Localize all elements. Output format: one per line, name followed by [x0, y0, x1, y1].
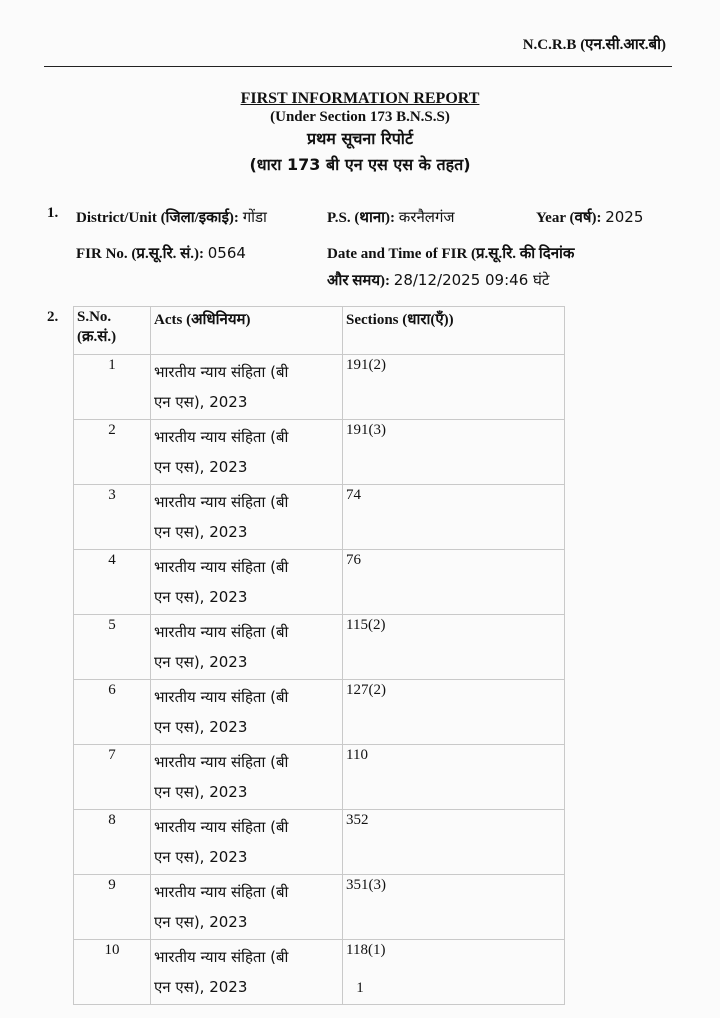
row-act-line2: एन एस), 2023 [154, 913, 248, 931]
page-number: 1 [356, 980, 364, 996]
row-section: 191(3) [343, 420, 565, 485]
section-1-number: 1. [47, 205, 59, 221]
report-subtitle-hindi: (धारा 173 बी एन एस एस के तहत) [249, 155, 471, 174]
table-row [74, 810, 565, 875]
row-act-line1: भारतीय न्याय संहिता (बी [154, 558, 289, 576]
row-section: 352 [343, 810, 565, 875]
title-block [0, 90, 720, 178]
table-body [74, 355, 565, 1005]
fir-value: 0564 [207, 244, 246, 262]
row-act-line2: एन एस), 2023 [154, 393, 248, 411]
table-row [74, 615, 565, 680]
row-section: 351(3) [343, 875, 565, 940]
sno-header-label-hindi: (क्र.सं.) [77, 329, 117, 345]
row-sno: 2 [74, 420, 151, 485]
row-act-line1: भारतीय न्याय संहिता (बी [154, 428, 289, 446]
fir-datetime-field [327, 243, 574, 263]
ps-value: करनैलगंज [398, 208, 455, 226]
datetime-label-line2: और समय): [327, 273, 391, 289]
row-sno: 9 [74, 875, 151, 940]
row-act-line2: एन एस), 2023 [154, 458, 248, 476]
header-divider [44, 66, 672, 67]
row-act-line2: एन एस), 2023 [154, 653, 248, 671]
row-act-line1: भारतीय न्याय संहिता (बी [154, 818, 289, 836]
row-act [151, 355, 343, 420]
row-act [151, 615, 343, 680]
row-act [151, 485, 343, 550]
sno-header-label: S.No. [77, 309, 112, 325]
fir-number-field [76, 243, 246, 263]
row-sno: 1 [74, 355, 151, 420]
datetime-value: 28/12/2025 09:46 घंटे [393, 271, 550, 289]
datetime-label-line1: Date and Time of FIR (प्र.सू.रि. की दिनांक [327, 246, 575, 262]
row-sno: 4 [74, 550, 151, 615]
row-act-line2: एन एस), 2023 [154, 978, 248, 996]
row-section: 74 [343, 485, 565, 550]
row-sno: 3 [74, 485, 151, 550]
year-field [536, 207, 643, 227]
row-section: 118(1) [343, 940, 565, 1005]
table-header-row [74, 307, 565, 355]
report-title-hindi: प्रथम सूचना रिपोर्ट [306, 129, 414, 148]
district-label: District/Unit (जिला/इकाई): [76, 210, 239, 226]
ncrb-header: N.C.R.B (एन.सी.आर.बी) [522, 37, 666, 53]
row-act-line1: भारतीय न्याय संहिता (बी [154, 363, 289, 381]
table-row [74, 420, 565, 485]
ps-label: P.S. (थाना): [327, 210, 396, 226]
row-act-line2: एन एस), 2023 [154, 523, 248, 541]
row-section: 110 [343, 745, 565, 810]
row-section: 115(2) [343, 615, 565, 680]
row-act-line1: भारतीय न्याय संहिता (बी [154, 623, 289, 641]
row-act-line2: एन एस), 2023 [154, 783, 248, 801]
row-act [151, 550, 343, 615]
table-row [74, 745, 565, 810]
row-act [151, 810, 343, 875]
row-section: 76 [343, 550, 565, 615]
fir-label: FIR No. (प्र.सू.रि. सं.): [76, 246, 204, 262]
table-row [74, 485, 565, 550]
row-section: 191(2) [343, 355, 565, 420]
fir-datetime-field-line2 [327, 270, 549, 290]
year-label: Year (वर्ष): [536, 210, 602, 226]
acts-sections-table [73, 306, 565, 1005]
report-subtitle: (Under Section 173 B.N.S.S) [270, 109, 450, 125]
row-act [151, 875, 343, 940]
row-sno: 10 [74, 940, 151, 1005]
row-act [151, 420, 343, 485]
row-act-line1: भारतीय न्याय संहिता (बी [154, 948, 289, 966]
row-sno: 6 [74, 680, 151, 745]
row-act-line1: भारतीय न्याय संहिता (बी [154, 753, 289, 771]
report-title: FIRST INFORMATION REPORT [240, 90, 480, 107]
table-row [74, 550, 565, 615]
acts-header: Acts (अधिनियम) [151, 307, 343, 355]
row-section: 127(2) [343, 680, 565, 745]
row-act-line2: एन एस), 2023 [154, 718, 248, 736]
row-act-line1: भारतीय न्याय संहिता (बी [154, 688, 289, 706]
table-row [74, 355, 565, 420]
year-value: 2025 [605, 208, 644, 226]
police-station-field [327, 207, 455, 227]
row-act [151, 745, 343, 810]
row-act-line1: भारतीय न्याय संहिता (बी [154, 493, 289, 511]
district-field [76, 207, 267, 227]
row-act [151, 680, 343, 745]
row-sno: 7 [74, 745, 151, 810]
row-sno: 5 [74, 615, 151, 680]
row-act-line2: एन एस), 2023 [154, 588, 248, 606]
section-2-number: 2. [47, 309, 59, 325]
row-sno: 8 [74, 810, 151, 875]
district-value: गोंडा [242, 208, 267, 226]
table-row [74, 875, 565, 940]
table-row [74, 680, 565, 745]
sections-header: Sections (धारा(एँ)) [343, 307, 565, 355]
sno-header [74, 307, 151, 355]
row-act-line2: एन एस), 2023 [154, 848, 248, 866]
row-act-line1: भारतीय न्याय संहिता (बी [154, 883, 289, 901]
